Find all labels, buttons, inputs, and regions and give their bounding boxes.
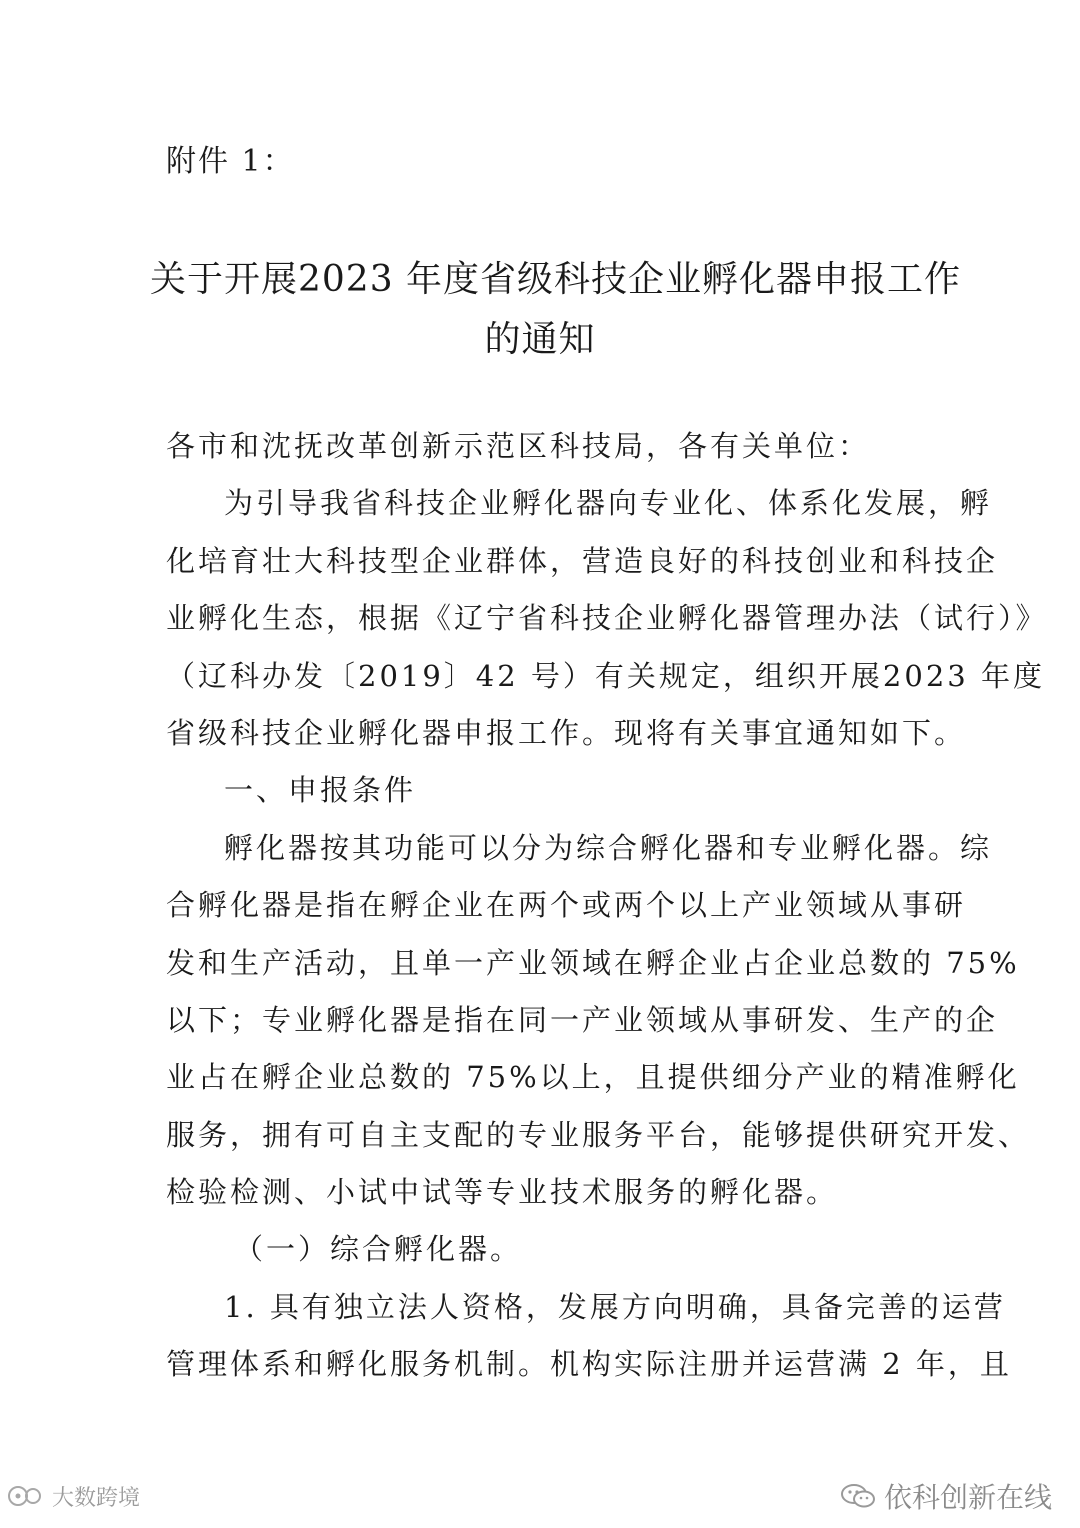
section-heading: 一、申报条件 (224, 773, 417, 808)
paragraph-line: 以下；专业孵化器是指在同一产业领域从事研发、生产的企 (166, 1002, 999, 1037)
paragraph-line: 发和生产活动，且单一产业领域在孵企业占企业总数的 75% (166, 945, 1020, 980)
watermark-right-text: 依科创新在线 (884, 1481, 1053, 1514)
paragraph-line: 为引导我省科技企业孵化器向专业化、体系化发展，孵 (224, 486, 993, 521)
salutation: 各市和沈抚改革创新示范区科技局，各有关单位： (166, 429, 871, 463)
document-body (166, 418, 1048, 1394)
paragraph-line: 省级科技企业孵化器申报工作。现将有关事宜通知如下。 (166, 715, 967, 750)
watermark-logo-icon (6, 1481, 46, 1511)
paragraph-line: （辽科办发〔2019〕42 号）有关规定，组织开展2023 年度 (166, 658, 1045, 693)
watermark-left (6, 1478, 140, 1514)
wechat-icon (838, 1481, 878, 1511)
paragraph-line: 业占在孵企业总数的 75%以上，且提供细分产业的精准孵化 (166, 1060, 1020, 1095)
paragraph-line: 孵化器按其功能可以分为综合孵化器和专业孵化器。综 (224, 830, 993, 865)
paragraph-line: 服务，拥有可自主支配的专业服务平台，能够提供研究开发、 (166, 1117, 1031, 1152)
paragraph-line: 业孵化生态，根据《辽宁省科技企业孵化器管理办法（试行）》 (166, 601, 1048, 636)
attachment-label: 附件 1： (166, 144, 295, 179)
paragraph-line: 化培育壮大科技型企业群体，营造良好的科技创业和科技企 (166, 543, 999, 578)
watermark-left-text: 大数跨境 (52, 1485, 141, 1511)
watermark-right (838, 1478, 1052, 1514)
subsection-heading: （一）综合孵化器。 (234, 1232, 523, 1267)
paragraph-line: 合孵化器是指在孵企业在两个或两个以上产业领域从事研 (166, 888, 967, 923)
paragraph-line: 管理体系和孵化服务机制。机构实际注册并运营满 2 年，且 (166, 1347, 1012, 1382)
document-title (150, 250, 962, 370)
title-line-2: 的通知 (484, 319, 596, 360)
title-line-1: 关于开展2023 年度省级科技企业孵化器申报工作 (150, 259, 962, 300)
paragraph-line: 1. 具有独立法人资格，发展方向明确，具备完善的运营 (224, 1289, 1006, 1324)
paragraph-line: 检验检测、小试中试等专业技术服务的孵化器。 (166, 1175, 839, 1210)
